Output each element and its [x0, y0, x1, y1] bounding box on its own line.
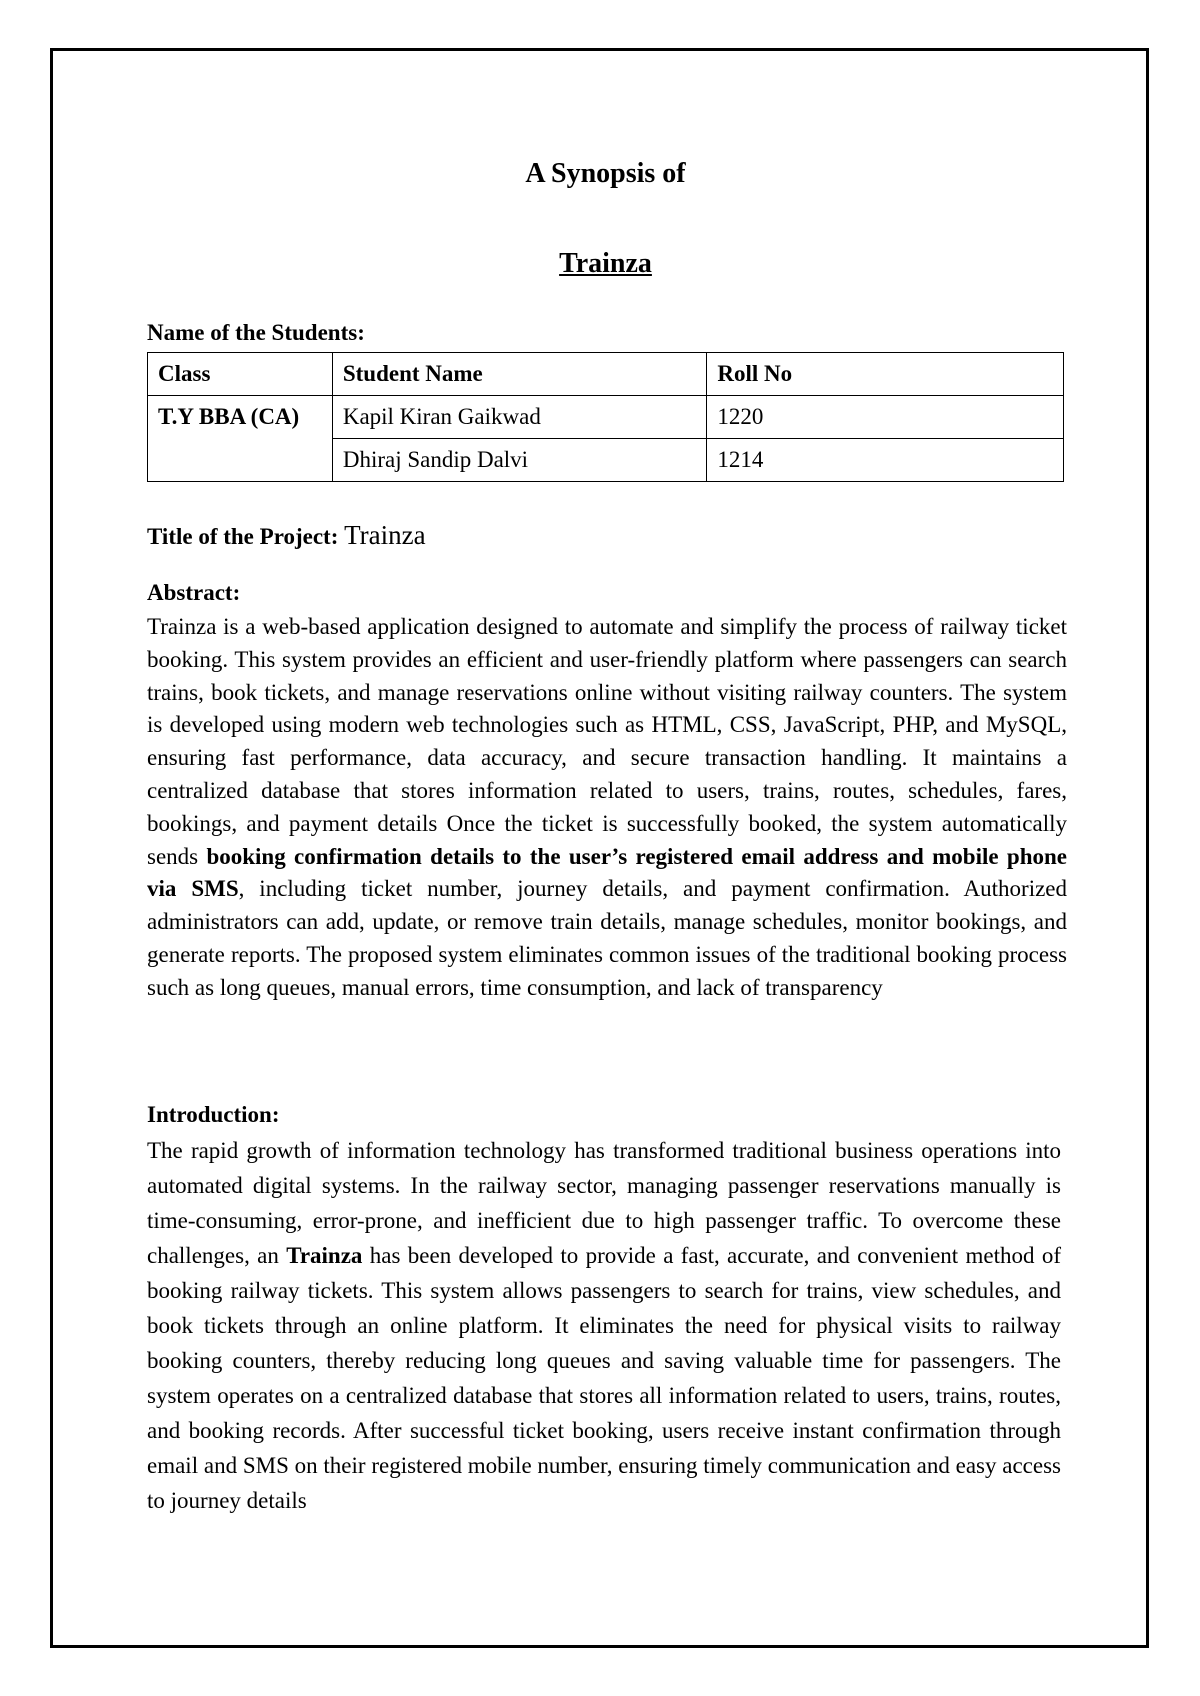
header-student-name: Student Name: [332, 353, 707, 396]
abstract-text-start: Trainza is a web-based application designed to automate and simplify the process of railway ticket booking. This system provides an efficient and user-friendly platform where passengers can search trains, book tickets, and manage reservations online without visiting railway counters. The system is developed using modern web technologies such as HTML, CSS, JavaScript, PHP, and MySQL, ensuring fast performance, data accuracy, and secure transaction handling. It maintains a centralized database that stores information related to users, trains, routes, schedules, fares, bookings, and payment details Once the ticket is successfully booked, the system automatically sends: [147, 614, 1067, 869]
document-heading: A Synopsis of: [525, 158, 686, 189]
project-title: [147, 520, 426, 551]
student-name-cell: Kapil Kiran Gaikwad: [332, 396, 707, 439]
intro-text-bold: Trainza: [286, 1243, 363, 1268]
roll-no-cell: 1220: [707, 396, 1064, 439]
table-header-row: [148, 353, 1064, 396]
intro-text-start: The rapid growth of information technology has transformed traditional business operations into automated digital systems. In the railway sector, managing passenger reservations manually is time-consuming, error-prone, and inefficient due to high passenger traffic. To overcome these challenges, an: [147, 1138, 1061, 1268]
project-title-label: Title of the Project:: [147, 524, 339, 549]
header-roll-no: Roll No: [707, 353, 1064, 396]
roll-no-cell: 1214: [707, 439, 1064, 482]
intro-text-end: has been developed to provide a fast, accurate, and convenient method of booking railway tickets. This system allows passengers to search for trains, view schedules, and book tickets through an online platform. It eliminates the need for physical visits to railway booking counters, thereby reducing long queues and saving valuable time for passengers. The system operates on a centralized database that stores all information related to users, trains, routes, and booking records. After successful ticket booking, users receive instant confirmation through email and SMS on their registered mobile number, ensuring timely communication and easy access to journey details: [147, 1243, 1061, 1513]
project-title-value: Trainza: [344, 520, 426, 550]
student-name-cell: Dhiraj Sandip Dalvi: [332, 439, 707, 482]
table-row: [148, 396, 1064, 439]
abstract-text-bold: booking confirmation details to the user’s registered email address and mobile phone via SMS: [147, 843, 1067, 902]
class-cell: T.Y BBA (CA): [148, 396, 333, 482]
students-table: [147, 352, 1064, 482]
header-class: Class: [148, 353, 333, 396]
abstract-text-end: , including ticket number, journey details, and payment confirmation. Authorized administrators can add, update, or remove train details, manage schedules, monitor bookings, and generate reports. The proposed system eliminates common issues of the traditional booking process such as long queues, manual errors, time consumption, and lack of transparency: [147, 876, 1068, 1000]
introduction-paragraph: [147, 1133, 1061, 1518]
document-subtitle: Trainza: [559, 248, 652, 279]
abstract-heading: Abstract:: [147, 580, 241, 605]
students-label: Name of the Students:: [147, 320, 365, 345]
abstract-paragraph: [147, 611, 1067, 1005]
introduction-heading: Introduction:: [147, 1102, 280, 1127]
